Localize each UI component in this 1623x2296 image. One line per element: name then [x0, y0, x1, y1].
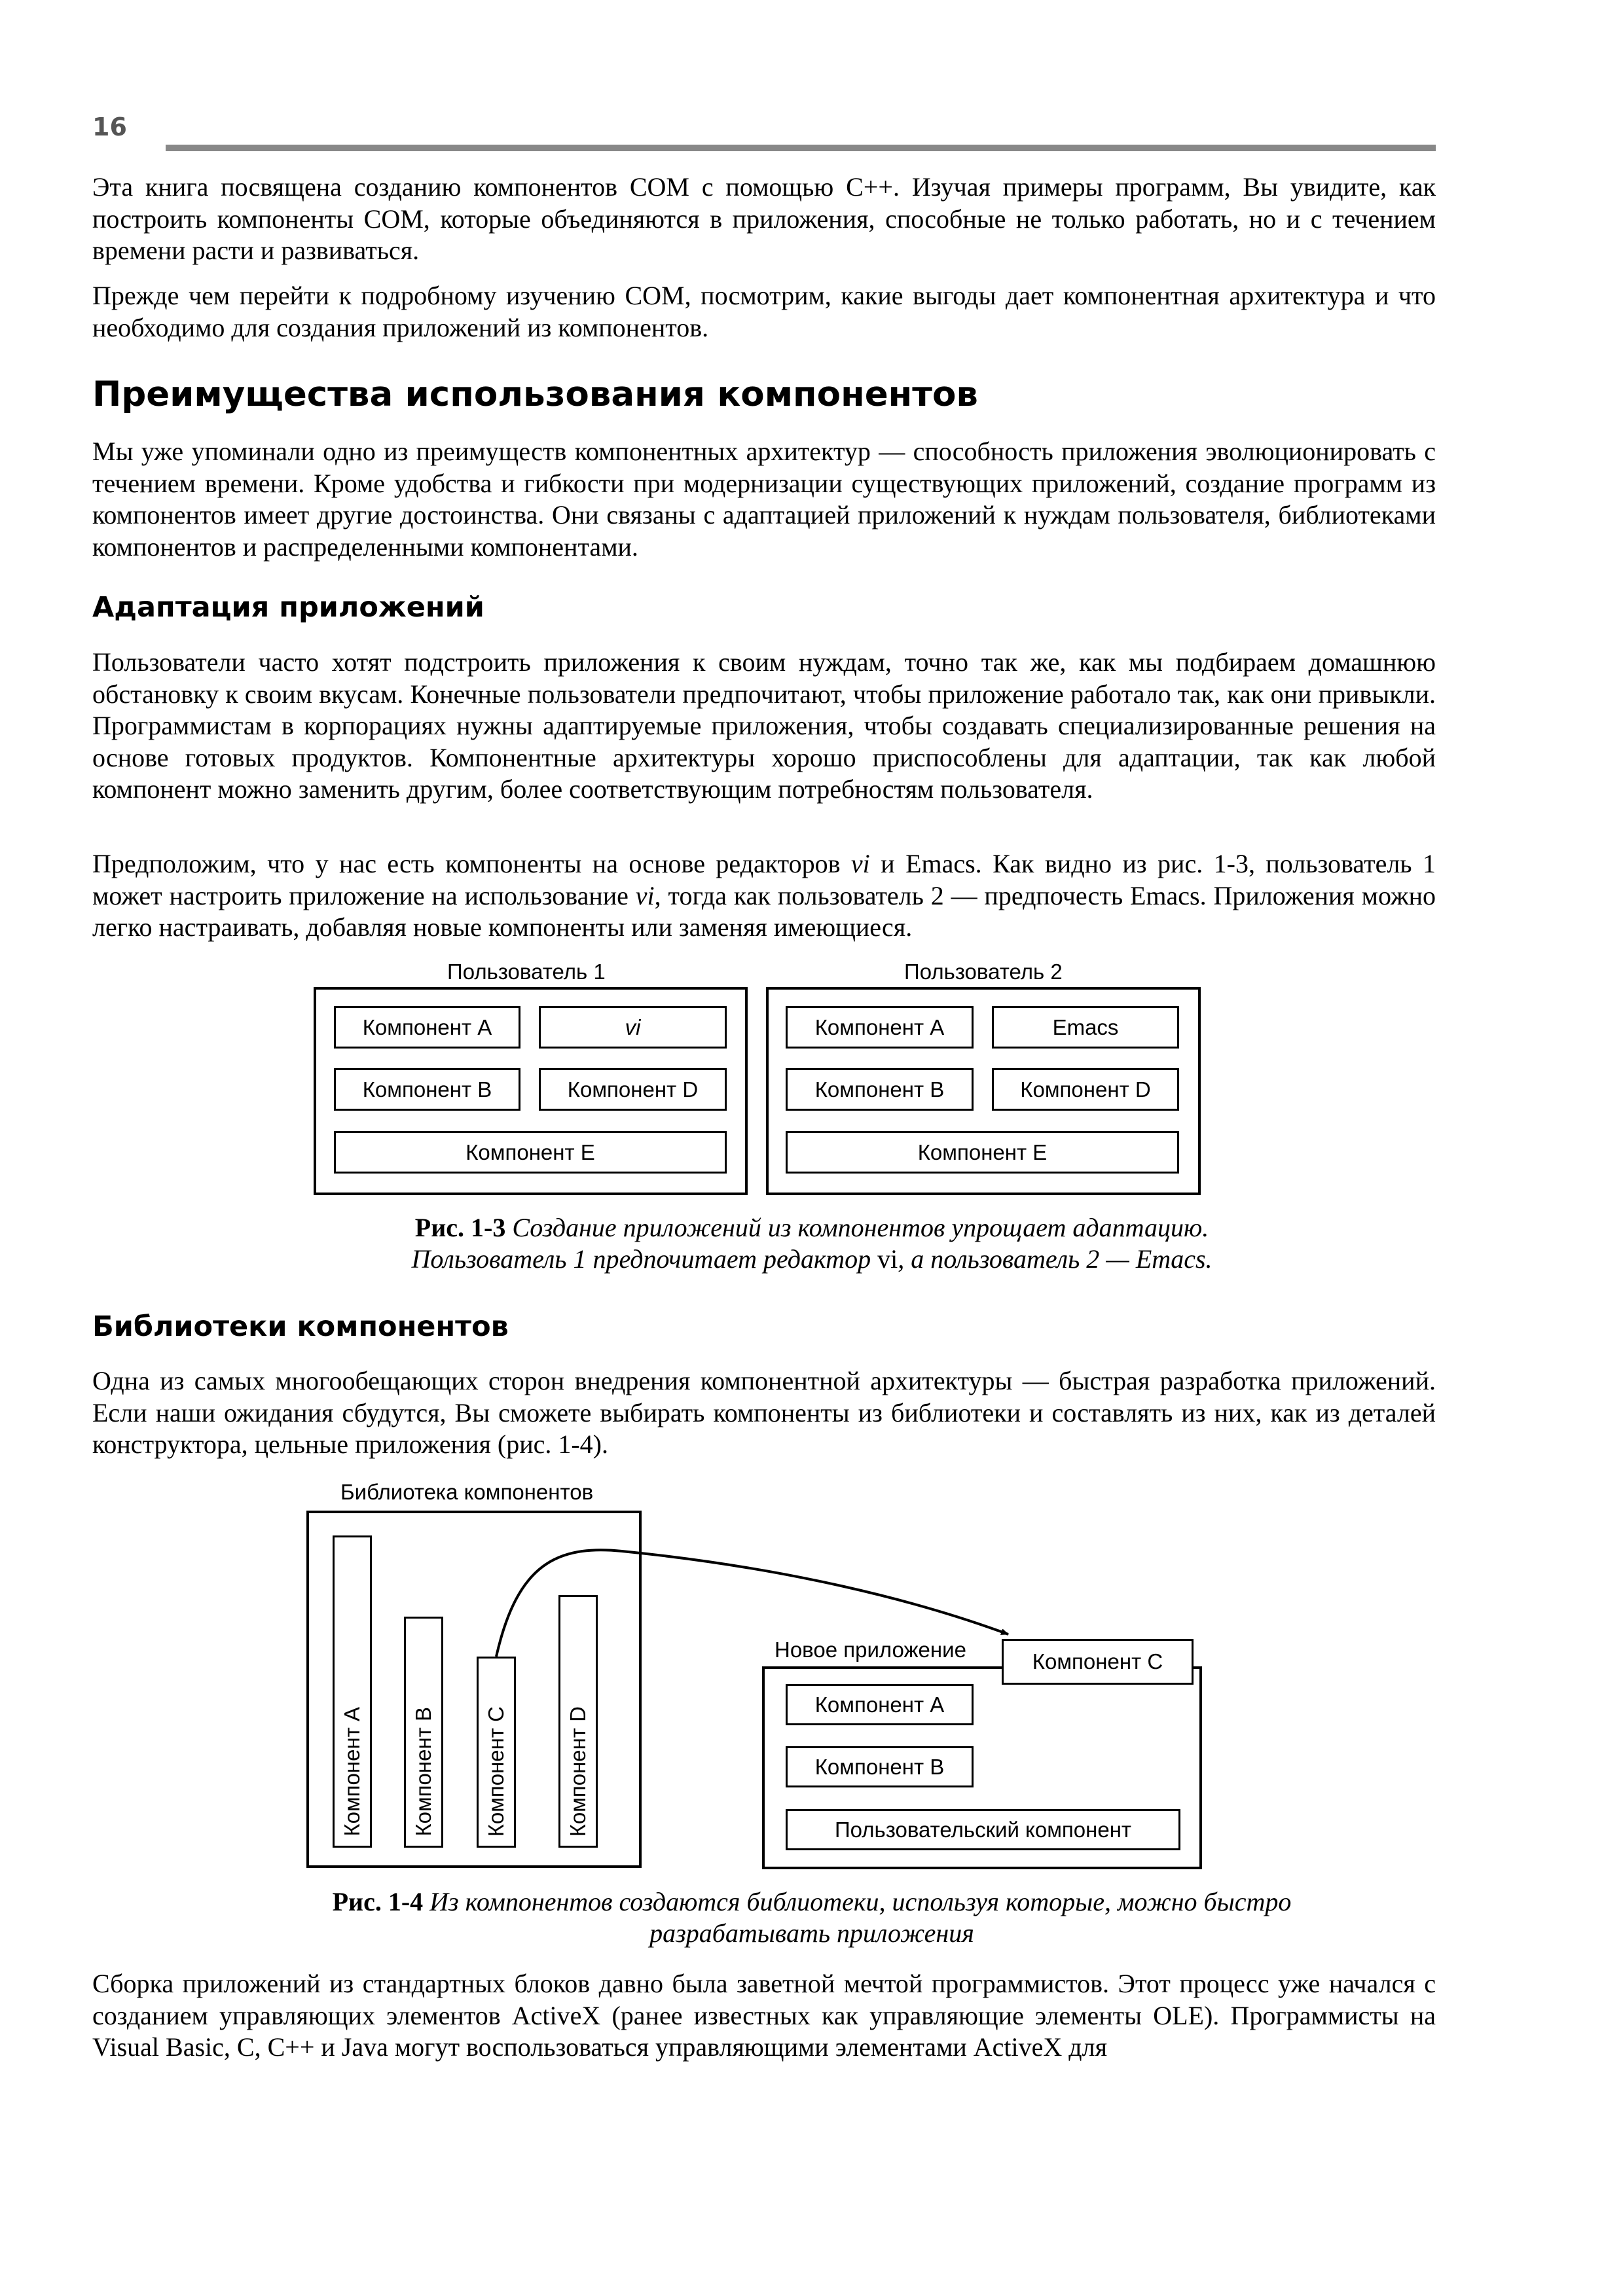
vi-editor-name: vi	[635, 880, 655, 910]
adaptation-text-part-c: , тогда как пользователь 2 — предпочесть Emacs. Приложения можно легко настраивать, добавляя новые компоненты или заменяя имеющиеся.	[92, 880, 1436, 942]
intro-paragraph-2: Прежде чем перейти к подробному изучению COM, посмотрим, какие выгоды дает компонентная архитектура и что необходимо для создания приложений из компонентов.	[92, 281, 1436, 342]
user2-component-emacs: Emacs	[992, 1006, 1179, 1049]
library-label: Библиотека компонентов	[340, 1480, 594, 1504]
user1-component-d: Компонент D	[539, 1068, 727, 1111]
figure-1-3-caption-line-2b: , а пользователь 2 — Emacs.	[898, 1244, 1213, 1274]
library-component-c-label: Компонент C	[484, 1706, 508, 1837]
user1-component-a: Компонент A	[334, 1006, 520, 1049]
figure-1-3-caption-line-2a: Пользователь 1 предпочитает редактор	[411, 1244, 878, 1274]
user2-component-d: Компонент D	[992, 1068, 1179, 1111]
closing-paragraph: Сборка приложений из стандартных блоков давно была заветной мечтой программистов. Этот процесс уже начался с созданием управляющих элементов ActiveX (ранее известных как управляющие элементы OLE). Программисты на Visual Basic, C, C++ и Java могут воспользоваться управляющими элементами ActiveX для	[92, 1969, 1436, 2062]
adaptation-paragraph-1: Пользователи часто хотят подстроить приложения к своим нуждам, точно так же, как мы подбираем домашнюю обстановку к своим вкусам. Конечные пользователи предпочитают, чтобы приложение работало так, как они привыкли. Программистам в корпорациях нужны адаптируемые приложения, чтобы создавать специализированные решения на основе готовых продуктов. Компонентные архитектуры хорошо приспособлены для адаптации, так как любой компонент можно заменить другим, более соответствующим потребностям пользователя.	[92, 647, 1436, 804]
new-app-component-a: Компонент A	[786, 1684, 974, 1725]
new-app-component-b: Компонент B	[786, 1746, 974, 1787]
adaptation-heading: Адаптация приложений	[92, 591, 484, 624]
user2-component-a: Компонент A	[786, 1006, 974, 1049]
user2-label: Пользователь 2	[904, 960, 1063, 984]
section-paragraph-1: Мы уже упоминали одно из преимуществ компонентных архитектур — способность приложения эволюционировать с течением времени. Кроме удобства и гибкости при модернизации существующих приложений, создание программ из компонентов имеет другие достоинства. Они связаны с адаптацией приложений к нуждам пользователя, библиотеками компонентов и распределенными компонентами.	[92, 437, 1436, 562]
figure-1-4-number: Рис. 1-4	[332, 1887, 424, 1916]
adaptation-text-part-a: Предположим, что у нас есть компоненты на основе редакторов	[92, 849, 851, 878]
new-app-component-c: Компонент C	[1002, 1639, 1194, 1685]
figure-1-4-caption-line-2: разрабатывать приложения	[649, 1918, 974, 1948]
figure-1-3-caption-line-1: Создание приложений из компонентов упрощает адаптацию.	[505, 1213, 1209, 1242]
user2-component-e: Компонент E	[786, 1131, 1179, 1174]
figure-1-4-caption-line-1: Из компонентов создаются библиотеки, используя которые, можно быстро	[423, 1887, 1292, 1916]
intro-paragraph-1: Эта книга посвящена созданию компонентов COM с помощью C++. Изучая примеры программ, Вы увидите, как построить компоненты COM, которые объединяются в приложения, способные не только работать, но и с течением времени расти и развиваться.	[92, 172, 1436, 265]
user1-component-e: Компонент E	[334, 1131, 727, 1174]
section-heading: Преимущества использования компонентов	[92, 374, 978, 414]
libraries-heading: Библиотеки компонентов	[92, 1310, 509, 1343]
new-application-label: Новое приложение	[775, 1638, 966, 1662]
figure-1-3-caption-vi: vi	[877, 1244, 898, 1274]
figure-1-4-caption	[223, 1886, 1400, 1949]
page-number: 16	[92, 113, 127, 141]
adaptation-text-part-b: и Emacs. Как видно из рис. 1-3, пользователь 1 может настроить приложение на использование	[92, 849, 1436, 910]
user1-label: Пользователь 1	[447, 960, 606, 984]
user2-component-b: Компонент B	[786, 1068, 974, 1111]
libraries-paragraph-1: Одна из самых многообещающих сторон внедрения компонентной архитектуры — быстрая разработка приложений. Если наши ожидания сбудутся, Вы сможете выбирать компоненты из библиотеки и составлять из них, как из деталей конструктора, цельные приложения (рис. 1-4).	[92, 1366, 1436, 1459]
library-component-b-label: Компонент B	[411, 1707, 435, 1837]
new-app-custom-component: Пользовательский компонент	[786, 1809, 1180, 1850]
vi-editor-name: vi	[850, 849, 870, 878]
user1-component-b: Компонент B	[334, 1068, 520, 1111]
user1-component-vi: vi	[539, 1006, 727, 1049]
library-component-d-label: Компонент D	[566, 1706, 590, 1837]
library-component-a-label: Компонент A	[340, 1707, 364, 1837]
figure-1-3-number: Рис. 1-3	[414, 1213, 506, 1242]
